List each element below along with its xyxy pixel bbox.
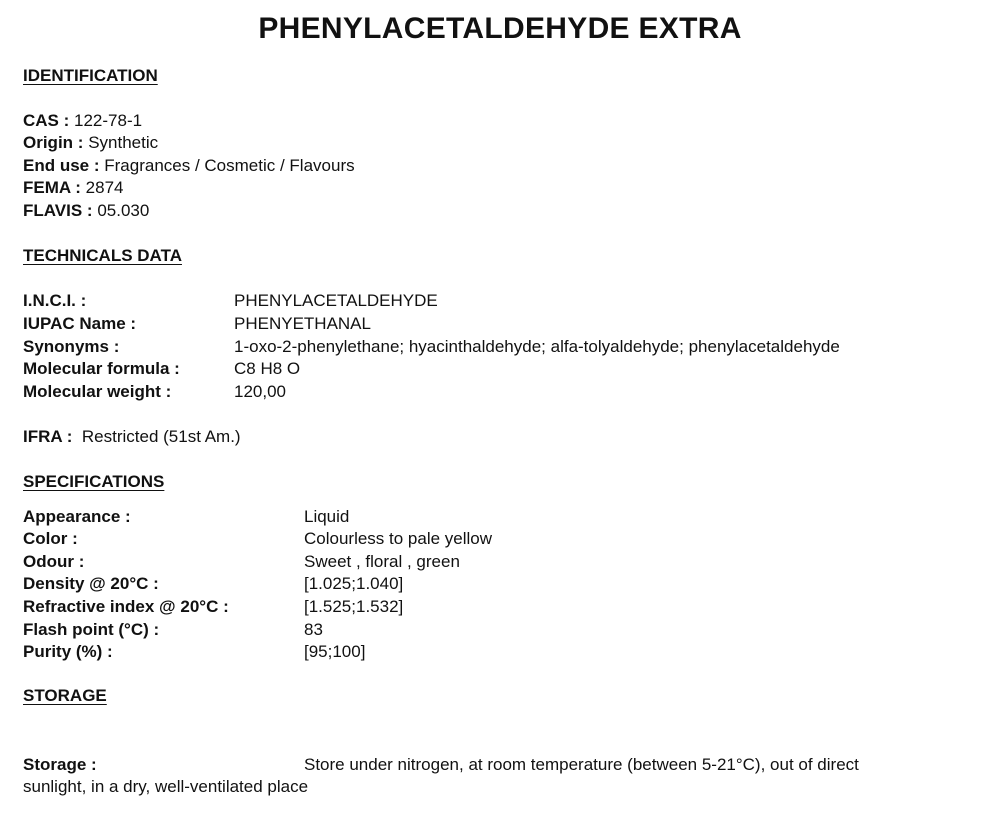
odour-label: Odour : bbox=[23, 552, 85, 571]
appearance-label: Appearance : bbox=[23, 507, 131, 526]
cas-row bbox=[23, 110, 142, 132]
synonyms-label: Synonyms : bbox=[23, 337, 120, 356]
cas-label: CAS : bbox=[23, 111, 70, 130]
molecular-weight-value: 120,00 bbox=[234, 382, 286, 401]
refractive-index-value: [1.525;1.532] bbox=[304, 597, 404, 616]
appearance-value: Liquid bbox=[304, 507, 350, 526]
storage-value-line2: sunlight, in a dry, well-ventilated place bbox=[23, 777, 309, 796]
ifra-value: Restricted (51st Am.) bbox=[81, 427, 241, 446]
fema-value: 2874 bbox=[85, 178, 124, 197]
flavis-label: FLAVIS : bbox=[23, 201, 93, 220]
color-value: Colourless to pale yellow bbox=[304, 529, 493, 548]
cas-value: 122-78-1 bbox=[74, 111, 143, 130]
odour-value: Sweet , floral , green bbox=[304, 552, 460, 571]
specifications-heading: SPECIFICATIONS bbox=[23, 472, 165, 491]
iupac-label: IUPAC Name : bbox=[23, 314, 137, 333]
purity-label: Purity (%) : bbox=[23, 642, 113, 661]
inci-value: PHENYLACETALDEHYDE bbox=[234, 291, 438, 310]
fema-row bbox=[23, 177, 123, 199]
storage-label: Storage : bbox=[23, 755, 97, 774]
identification-heading: IDENTIFICATION bbox=[23, 66, 158, 85]
ifra-label: IFRA : bbox=[23, 427, 73, 446]
storage-value-line1: Store under nitrogen, at room temperature (between 5-21°C), out of direct bbox=[304, 755, 859, 774]
molecular-weight-label: Molecular weight : bbox=[23, 382, 172, 401]
density-label: Density @ 20°C : bbox=[23, 574, 159, 593]
document-title: PHENYLACETALDEHYDE EXTRA bbox=[258, 12, 742, 45]
storage-heading: STORAGE bbox=[23, 686, 107, 705]
flash-point-value: 83 bbox=[304, 620, 323, 639]
technicals-heading: TECHNICALS DATA bbox=[23, 246, 182, 265]
end-use-row bbox=[23, 155, 355, 177]
density-value: [1.025;1.040] bbox=[304, 574, 404, 593]
molecular-formula-value: C8 H8 O bbox=[234, 359, 301, 378]
flavis-value: 05.030 bbox=[97, 201, 150, 220]
fema-label: FEMA : bbox=[23, 178, 81, 197]
synonyms-value: 1-oxo-2-phenylethane; hyacinthaldehyde; alfa-tolyaldehyde; phenylacetaldehyde bbox=[234, 337, 840, 356]
end-use-value: Fragrances / Cosmetic / Flavours bbox=[104, 156, 355, 175]
ifra-row bbox=[23, 426, 241, 448]
flash-point-label: Flash point (°C) : bbox=[23, 620, 160, 639]
refractive-index-label: Refractive index @ 20°C : bbox=[23, 597, 229, 616]
origin-row bbox=[23, 132, 158, 154]
color-label: Color : bbox=[23, 529, 78, 548]
iupac-value: PHENYETHANAL bbox=[234, 314, 371, 333]
end-use-label: End use : bbox=[23, 156, 100, 175]
purity-value: [95;100] bbox=[304, 642, 366, 661]
origin-label: Origin : bbox=[23, 133, 84, 152]
inci-label: I.N.C.I. : bbox=[23, 291, 87, 310]
origin-value: Synthetic bbox=[88, 133, 159, 152]
molecular-formula-label: Molecular formula : bbox=[23, 359, 180, 378]
flavis-row bbox=[23, 200, 149, 222]
